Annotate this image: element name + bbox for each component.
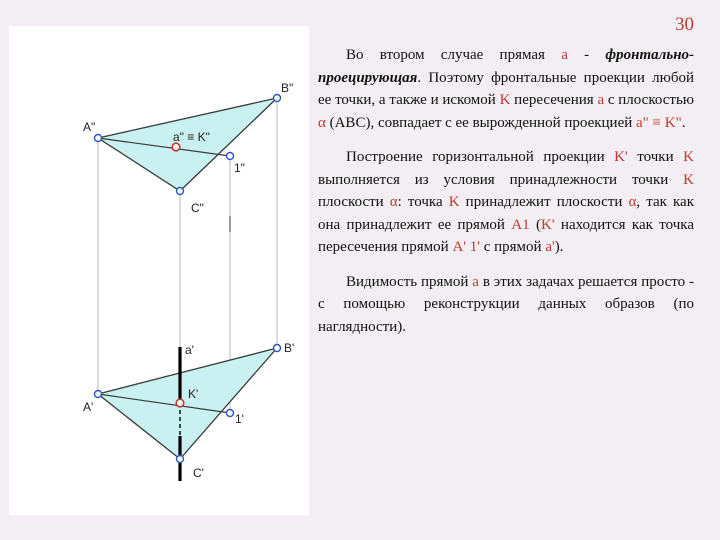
point-b2 bbox=[274, 95, 281, 102]
point-12 bbox=[227, 153, 234, 160]
point-a1 bbox=[95, 391, 102, 398]
label-k1: K' bbox=[188, 387, 199, 401]
label-12: 1" bbox=[234, 161, 245, 175]
label-a1: A' bbox=[83, 400, 94, 414]
text-column bbox=[318, 44, 694, 338]
label-a2: A" bbox=[83, 120, 96, 134]
horizontal-triangle-abc bbox=[98, 348, 277, 459]
point-c1 bbox=[177, 456, 184, 463]
paragraph-2: Построение горизонтальной проекции K' точки K выполняется из условия принадлежности точки K плоскости α: точка K принадлежит плоскости α, так как она принадлежит ее прямой A1 (K' находится как точка пересечения прямой A' 1' с прямой a'). bbox=[318, 149, 695, 255]
projection-drawing bbox=[9, 26, 309, 515]
point-a2-k2 bbox=[172, 143, 180, 151]
label-a1-line: a' bbox=[185, 343, 194, 357]
label-c1: C' bbox=[193, 466, 204, 480]
point-a2 bbox=[95, 135, 102, 142]
point-c2 bbox=[177, 188, 184, 195]
page-number: 30 bbox=[675, 14, 694, 35]
point-k1 bbox=[176, 399, 184, 407]
label-c2: C" bbox=[191, 201, 204, 215]
drawing-panel bbox=[9, 26, 309, 515]
point-11 bbox=[227, 410, 234, 417]
paragraph-1: Во втором случае прямая a - фронтально-проецирующая. Поэтому фронтальные проекции любой ее точки, а также и искомой K пересечения a с плоскостью α (ABC), совпадает с ее вырожденной проекцией a" ≡ K". bbox=[318, 47, 695, 131]
frontal-triangle-abc bbox=[98, 98, 277, 191]
label-b2: B" bbox=[281, 81, 294, 95]
label-b1: B' bbox=[284, 341, 295, 355]
label-a2-k2: a" ≡ K" bbox=[173, 130, 210, 144]
label-11: 1' bbox=[235, 412, 244, 426]
paragraph-3: Видимость прямой a в этих задачах решается просто - с помощью реконструкции данных образов (по наглядности). bbox=[318, 273, 694, 335]
point-b1 bbox=[274, 345, 281, 352]
